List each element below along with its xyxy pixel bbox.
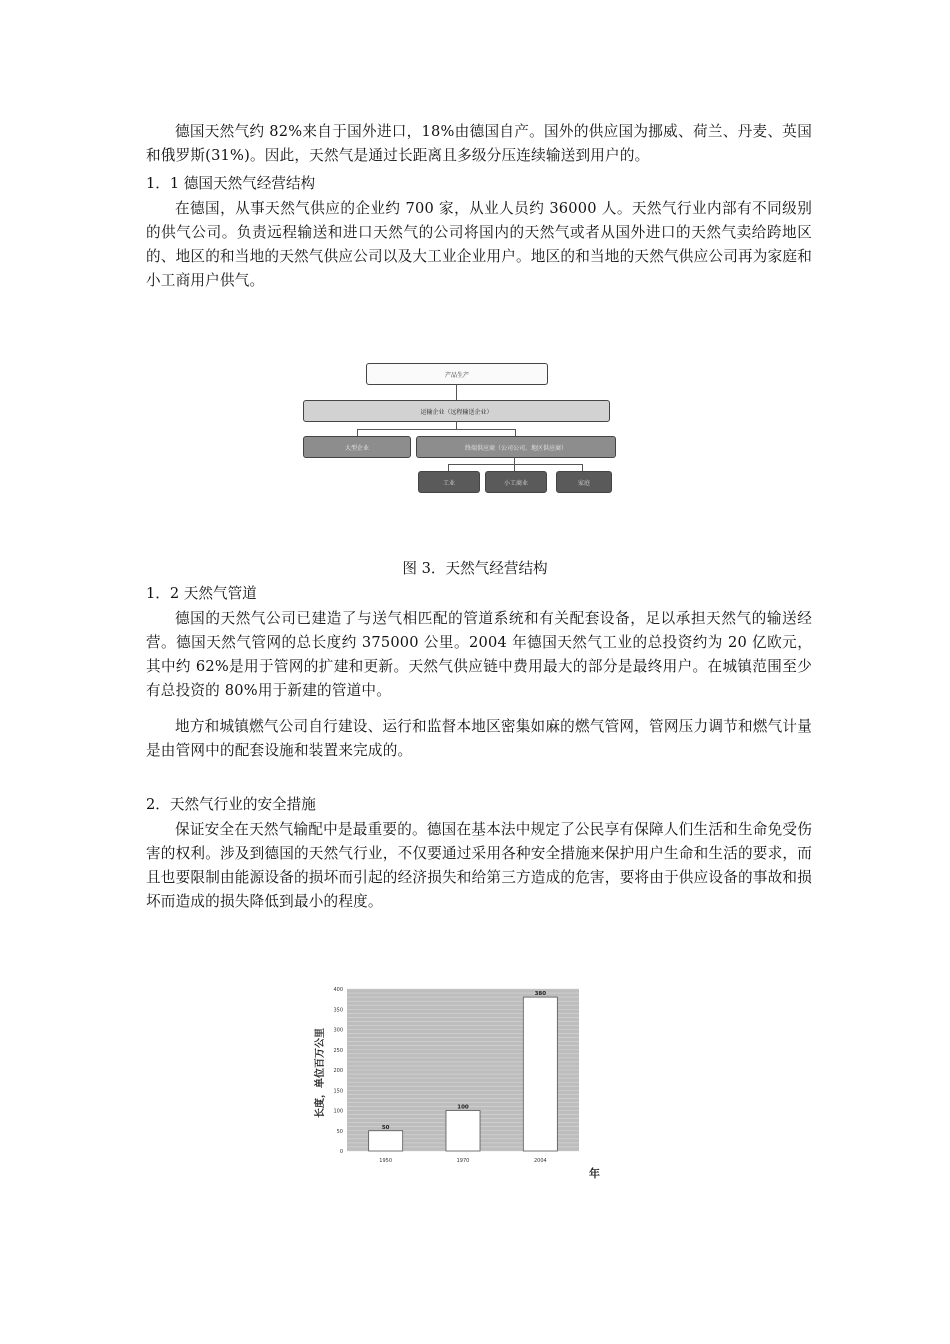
diagram-connector [515,429,516,436]
diagram-box-leaf-household: 家庭 [556,471,612,493]
diagram-connector [514,457,515,464]
chart-bar-1950 [369,1131,403,1151]
chart-y-axis-label: 长度，单位百万公里 [315,1028,326,1118]
org-structure-diagram [300,360,618,496]
diagram-box-production: 产品生产 [366,363,548,385]
figure-caption: 图 3．天然气经营结构 [402,560,548,577]
diagram-box-leaf-small-business: 小工商业 [485,471,547,493]
chart-y-tick-label: 350 [333,1007,343,1014]
chart-x-tick-label: 1970 [456,1158,470,1164]
chart-y-tick-label: 400 [333,987,343,993]
diagram-box-leaf-industry: 工业 [418,471,480,493]
paragraph-safety: 保证安全在天然气输配中是最重要的。德国在基本法中规定了公民享有保障人们生活和生命免受伤害的权利。涉及到德国的天然气行业，不仅要通过采用各种安全措施来保护用户生命和生活的要求，而且也要限制由能源设备的损坏而引起的经济损失和给第三方造成的危害，要将由于供应设备的事故和损坏而造成的损失降低到最小的程度。 [146,821,812,910]
chart-bar-1970 [446,1111,480,1152]
diagram-connector [357,429,515,430]
diagram-connector [456,384,457,400]
chart-y-tick-label: 200 [333,1068,343,1074]
paragraph-pipeline: 德国的天然气公司已建造了与送气相匹配的管道系统和有关配套设备，足以承担天然气的输送经营。德国天然气管网的总长度约 375000 公里。2004 年德国天然气工业的总投资约为 20 亿欧元，其中约 62%是用于管网的扩建和更新。天然气供应链中费用最大的部分是最终用户。在城镇范围至少有总投资的 80%用于新建的管道中。 [146,610,812,699]
diagram-connector [448,464,582,465]
diagram-connector [456,421,457,429]
chart-y-tick-label: 300 [333,1027,343,1034]
chart-x-axis-label: 年 [589,1167,600,1180]
chart-data-label: 50 [381,1124,390,1131]
chart-x-tick-label: 1950 [379,1158,393,1164]
section-heading-1-1: 1．1 德国天然气经营结构 [146,175,316,192]
diagram-box-industry: 大型企业 [303,436,411,458]
chart-y-tick-label: 50 [336,1128,343,1135]
section-heading-1-2: 1．2 天然气管道 [146,585,257,602]
paragraph-local-network: 地方和城镇燃气公司自行建设、运行和监督本地区密集如麻的燃气管网，管网压力调节和燃气计量是由管网中的配套设施和装置来完成的。 [146,718,812,759]
paragraph-structure: 在德国，从事天然气供应的企业约 700 家，从业人员约 36000 人。天然气行业内部有不同级别的供气公司。负责远程输送和进口天然气的公司将国内的天然气或者从国外进口的天然气卖给跨地区的、地区的和当地的天然气供应公司以及大工业企业用户。地区的和当地的天然气供应公司再为家庭和小工商用户供气。 [146,200,812,289]
chart-data-label: 380 [534,991,547,998]
chart-bar-2004 [523,997,557,1151]
section-heading-2: 2．天然气行业的安全措施 [146,796,316,813]
paragraph-intro: 德国天然气约 82%来自于国外进口，18%由德国自产。国外的供应国为挪威、荷兰、丹麦、英国和俄罗斯(31%)。因此，天然气是通过长距离且多级分压连续输送到用户的。 [146,123,812,164]
diagram-connector [357,429,358,436]
chart-y-tick-label: 100 [333,1108,343,1115]
chart-y-tick-label: 150 [333,1088,343,1095]
diagram-box-distributor: 终端供应商（公司公司、地区供应商） [416,436,616,458]
diagram-box-transport: 运输企业（远程输送企业） [303,400,610,422]
diagram-connector [448,464,449,471]
chart-y-tick-label: 250 [333,1047,343,1054]
chart-y-tick-label: 0 [339,1149,343,1155]
diagram-connector [514,464,515,471]
diagram-connector [582,464,583,471]
chart-data-label: 100 [457,1104,469,1111]
chart-x-tick-label: 2004 [533,1158,547,1164]
pipeline-length-bar-chart [305,985,605,1180]
